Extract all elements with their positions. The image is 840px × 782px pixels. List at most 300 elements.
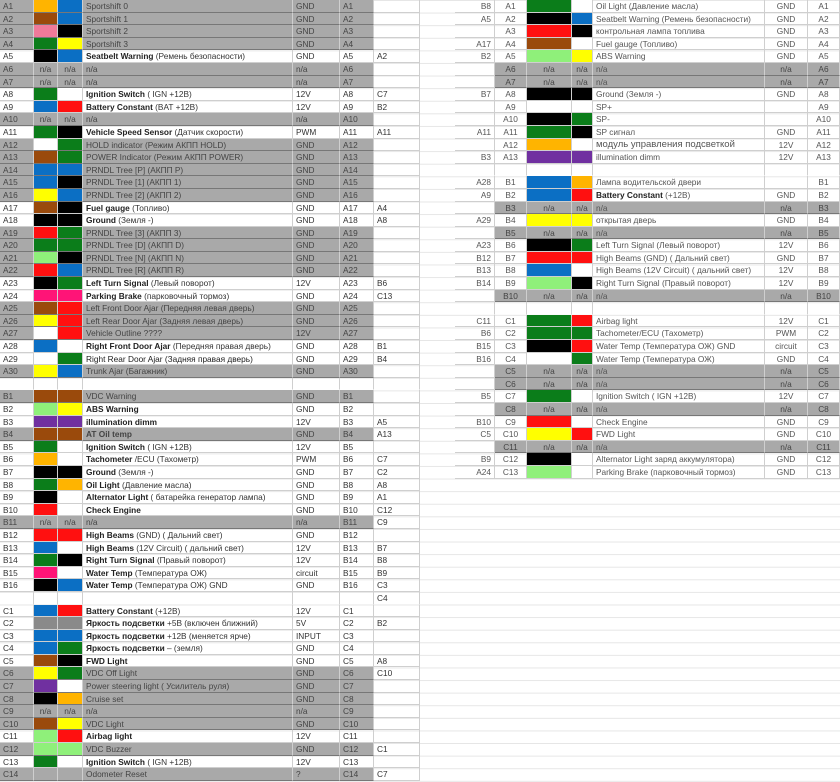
wire-color-2 bbox=[58, 50, 83, 63]
wire-color-1 bbox=[34, 453, 58, 466]
table-row bbox=[0, 126, 420, 139]
signal-type-cell: GND bbox=[765, 189, 808, 202]
pin-cell: A3 bbox=[0, 25, 34, 38]
function-cell bbox=[83, 239, 293, 252]
signal-type-cell: GND bbox=[293, 302, 340, 315]
function-note: (+12В) bbox=[155, 605, 181, 616]
signal-type-cell: GND bbox=[293, 315, 340, 328]
wire-color-2 bbox=[58, 730, 83, 743]
signal-type-cell: 12V bbox=[765, 315, 808, 328]
empty-cell bbox=[527, 164, 572, 177]
pin-cell: C9 bbox=[495, 416, 527, 429]
signal-type-cell: GND bbox=[293, 479, 340, 492]
function-name: контрольная лампа топлива bbox=[596, 26, 705, 37]
signal-type-cell: 12V bbox=[293, 605, 340, 618]
pin-cell: C8 bbox=[0, 693, 34, 706]
cross-ref-cell bbox=[374, 327, 420, 340]
function-note: (+12В) bbox=[665, 189, 691, 200]
signal-type-cell: GND bbox=[293, 466, 340, 479]
cross-ref-cell bbox=[455, 378, 495, 391]
empty-cell bbox=[808, 302, 840, 315]
function-name: n/a bbox=[596, 63, 608, 74]
signal-type-cell: ? bbox=[293, 768, 340, 781]
function-cell bbox=[593, 277, 765, 290]
function-name: n/a bbox=[596, 366, 608, 377]
wire-color-2 bbox=[572, 126, 593, 139]
signal-type-cell: GND bbox=[293, 252, 340, 265]
pin-ref-cell: A5 bbox=[340, 50, 374, 63]
function-name: Parking Brake bbox=[86, 290, 142, 301]
table-row bbox=[0, 567, 420, 580]
wire-color-1 bbox=[527, 416, 572, 429]
signal-type-cell: 12V bbox=[293, 416, 340, 429]
pin-ref-cell: A27 bbox=[340, 327, 374, 340]
cross-ref-cell: A8 bbox=[374, 655, 420, 668]
wire-color-2 bbox=[58, 693, 83, 706]
function-cell bbox=[83, 63, 293, 76]
cross-ref-cell: A4 bbox=[374, 202, 420, 215]
cross-ref-cell bbox=[455, 290, 495, 303]
table-row bbox=[0, 63, 420, 76]
cross-ref-cell bbox=[374, 139, 420, 152]
function-name: n/a bbox=[86, 706, 98, 717]
wire-color-1 bbox=[34, 718, 58, 731]
function-name: Battery Constant bbox=[86, 101, 153, 112]
wire-color-1 bbox=[34, 151, 58, 164]
pin-ref-cell: B10 bbox=[808, 290, 840, 303]
function-cell bbox=[83, 126, 293, 139]
table-row bbox=[0, 327, 420, 340]
function-name: Odometer Reset bbox=[86, 769, 147, 780]
pin-cell: C13 bbox=[495, 466, 527, 479]
table-row bbox=[0, 25, 420, 38]
cross-ref-cell: B3 bbox=[455, 151, 495, 164]
cross-ref-cell: B7 bbox=[455, 88, 495, 101]
function-name: n/a bbox=[86, 76, 98, 87]
function-cell bbox=[593, 227, 765, 240]
table-row bbox=[0, 176, 420, 189]
function-name: Water Temp bbox=[86, 567, 133, 578]
cross-ref-cell: A8 bbox=[374, 214, 420, 227]
function-cell bbox=[83, 189, 293, 202]
pin-ref-cell: A9 bbox=[340, 101, 374, 114]
signal-type-cell: GND bbox=[293, 50, 340, 63]
function-note: (12V Circuit) ( дальний свет) bbox=[136, 542, 244, 553]
signal-type-cell: PWM bbox=[293, 453, 340, 466]
pin-ref-cell: B8 bbox=[340, 479, 374, 492]
pin-ref-cell: A8 bbox=[340, 88, 374, 101]
function-cell bbox=[593, 189, 765, 202]
empty-cell bbox=[34, 592, 58, 605]
pin-cell: C14 bbox=[0, 768, 34, 781]
function-name: VDC Warning bbox=[86, 391, 137, 402]
wire-color-1 bbox=[527, 277, 572, 290]
signal-type-cell: 12V bbox=[293, 277, 340, 290]
cross-ref-cell: B15 bbox=[455, 340, 495, 353]
empty-cell bbox=[340, 592, 374, 605]
wire-color-1: n/a bbox=[527, 63, 572, 76]
empty-cell bbox=[572, 164, 593, 177]
table-row bbox=[0, 0, 420, 13]
wire-color-2 bbox=[58, 743, 83, 756]
wire-color-2 bbox=[58, 617, 83, 630]
function-cell bbox=[593, 264, 765, 277]
pin-ref-cell: A10 bbox=[340, 113, 374, 126]
pin-ref-cell: C8 bbox=[808, 403, 840, 416]
pin-ref-cell: A12 bbox=[808, 139, 840, 152]
table-row bbox=[455, 202, 840, 215]
table-row bbox=[455, 176, 840, 189]
wire-color-2: n/a bbox=[572, 365, 593, 378]
table-row bbox=[455, 252, 840, 265]
wire-color-2 bbox=[58, 554, 83, 567]
function-cell bbox=[83, 25, 293, 38]
function-cell bbox=[593, 453, 765, 466]
function-cell bbox=[593, 101, 765, 114]
table-row bbox=[0, 693, 420, 706]
cross-ref-cell bbox=[374, 730, 420, 743]
function-name: n/a bbox=[596, 76, 608, 87]
wire-color-1 bbox=[527, 214, 572, 227]
pin-ref-cell: B1 bbox=[340, 390, 374, 403]
table-row bbox=[0, 667, 420, 680]
cross-ref-cell bbox=[374, 164, 420, 177]
pin-cell: C10 bbox=[0, 718, 34, 731]
signal-type-cell: GND bbox=[293, 642, 340, 655]
wire-color-1 bbox=[34, 466, 58, 479]
pin-cell: A12 bbox=[495, 139, 527, 152]
function-name: VDC Off Light bbox=[86, 668, 138, 679]
pin-ref-cell: A13 bbox=[808, 151, 840, 164]
signal-type-cell: n/a bbox=[293, 705, 340, 718]
pin-ref-cell: B15 bbox=[340, 567, 374, 580]
pin-ref-cell: B9 bbox=[808, 277, 840, 290]
table-row bbox=[455, 38, 840, 51]
pin-ref-cell: B12 bbox=[340, 529, 374, 542]
cross-ref-cell bbox=[374, 0, 420, 13]
pin-ref-cell: A18 bbox=[340, 214, 374, 227]
pin-cell: C9 bbox=[0, 705, 34, 718]
table-row bbox=[455, 277, 840, 290]
signal-type-cell: n/a bbox=[765, 403, 808, 416]
signal-type-cell: GND bbox=[765, 0, 808, 13]
wire-color-2 bbox=[58, 13, 83, 26]
wire-color-2 bbox=[572, 113, 593, 126]
pin-ref-cell: C5 bbox=[808, 365, 840, 378]
wire-color-1 bbox=[34, 630, 58, 643]
pin-cell: A29 bbox=[0, 353, 34, 366]
pin-cell: C7 bbox=[495, 390, 527, 403]
wire-color-1 bbox=[34, 239, 58, 252]
cross-ref-cell bbox=[374, 390, 420, 403]
wire-color-1 bbox=[527, 466, 572, 479]
pin-cell: C6 bbox=[0, 667, 34, 680]
wire-color-1 bbox=[527, 25, 572, 38]
table-row bbox=[0, 479, 420, 492]
wire-color-2 bbox=[572, 189, 593, 202]
function-cell bbox=[83, 164, 293, 177]
spacer-row bbox=[0, 378, 420, 391]
function-cell bbox=[83, 655, 293, 668]
empty-cell bbox=[527, 302, 572, 315]
table-row bbox=[0, 516, 420, 529]
cross-ref-cell bbox=[374, 630, 420, 643]
wire-color-1 bbox=[34, 479, 58, 492]
function-note: (BAT +12В) bbox=[155, 101, 198, 112]
cross-ref-cell: A28 bbox=[455, 176, 495, 189]
cross-ref-cell: C5 bbox=[455, 428, 495, 441]
function-note: (Давление масла) bbox=[121, 479, 192, 490]
function-cell bbox=[83, 554, 293, 567]
table-row bbox=[0, 617, 420, 630]
function-cell bbox=[83, 693, 293, 706]
pin-ref-cell: A4 bbox=[340, 38, 374, 51]
cross-ref-cell: C7 bbox=[374, 453, 420, 466]
pin-ref-cell: B8 bbox=[808, 264, 840, 277]
pin-ref-cell: A12 bbox=[340, 139, 374, 152]
function-cell bbox=[593, 38, 765, 51]
cross-ref-cell bbox=[374, 680, 420, 693]
table-row bbox=[455, 353, 840, 366]
table-row bbox=[0, 605, 420, 618]
wire-color-1 bbox=[527, 353, 572, 366]
pin-ref-cell: B10 bbox=[340, 504, 374, 517]
pin-cell: B14 bbox=[0, 554, 34, 567]
function-cell bbox=[83, 756, 293, 769]
pin-ref-cell: A19 bbox=[340, 227, 374, 240]
function-name: PRNDL Tree [3] (АКПП 3) bbox=[86, 227, 182, 238]
wire-color-1: n/a bbox=[527, 403, 572, 416]
wire-color-1 bbox=[34, 416, 58, 429]
function-name: n/a bbox=[86, 114, 98, 125]
function-cell bbox=[593, 139, 765, 152]
wire-color-2 bbox=[58, 567, 83, 580]
pin-ref-cell: B7 bbox=[808, 252, 840, 265]
signal-type-cell: GND bbox=[765, 38, 808, 51]
wire-color-2 bbox=[58, 441, 83, 454]
function-note: (Температура ОЖ) bbox=[134, 567, 207, 578]
table-row bbox=[0, 277, 420, 290]
cross-ref-cell: A23 bbox=[455, 239, 495, 252]
pin-ref-cell: C14 bbox=[340, 768, 374, 781]
cross-ref-cell: B14 bbox=[455, 277, 495, 290]
pin-ref-cell: A5 bbox=[808, 50, 840, 63]
signal-type-cell: 12V bbox=[765, 264, 808, 277]
signal-type-cell: 12V bbox=[293, 441, 340, 454]
wire-color-1 bbox=[34, 277, 58, 290]
cross-ref-cell: C7 bbox=[374, 768, 420, 781]
table-row bbox=[455, 189, 840, 202]
signal-type-cell bbox=[765, 176, 808, 189]
cross-ref-cell: C13 bbox=[374, 290, 420, 303]
function-cell bbox=[593, 151, 765, 164]
wire-color-2 bbox=[58, 0, 83, 13]
table-row bbox=[0, 302, 420, 315]
wire-color-1 bbox=[34, 605, 58, 618]
function-cell bbox=[593, 315, 765, 328]
pin-cell: A27 bbox=[0, 327, 34, 340]
pin-cell: A9 bbox=[495, 101, 527, 114]
cross-ref-cell bbox=[455, 139, 495, 152]
wire-color-2 bbox=[58, 164, 83, 177]
pin-cell: C3 bbox=[495, 340, 527, 353]
wire-color-2 bbox=[58, 390, 83, 403]
function-name: Left Rear Door Ajar (Задняя левая дверь) bbox=[86, 315, 244, 326]
table-row bbox=[455, 113, 840, 126]
function-cell bbox=[593, 50, 765, 63]
wire-color-2 bbox=[58, 718, 83, 731]
wire-color-2 bbox=[572, 151, 593, 164]
wire-color-2 bbox=[58, 139, 83, 152]
wire-color-2 bbox=[58, 315, 83, 328]
empty-cell bbox=[495, 302, 527, 315]
pin-cell: B3 bbox=[0, 416, 34, 429]
pin-cell: A10 bbox=[495, 113, 527, 126]
empty-cell bbox=[58, 592, 83, 605]
pin-ref-cell: A14 bbox=[340, 164, 374, 177]
wire-color-1 bbox=[34, 504, 58, 517]
signal-type-cell: GND bbox=[293, 365, 340, 378]
wire-color-2 bbox=[58, 365, 83, 378]
function-cell bbox=[83, 113, 293, 126]
cross-ref-cell bbox=[455, 365, 495, 378]
wire-color-1 bbox=[527, 13, 572, 26]
pin-cell: B5 bbox=[0, 441, 34, 454]
cross-ref-cell: B10 bbox=[455, 416, 495, 429]
table-row bbox=[455, 340, 840, 353]
pin-ref-cell: C6 bbox=[808, 378, 840, 391]
table-row bbox=[0, 252, 420, 265]
wire-color-2 bbox=[58, 227, 83, 240]
signal-type-cell bbox=[765, 101, 808, 114]
pin-cell: B4 bbox=[495, 214, 527, 227]
function-note: (Датчик скорости) bbox=[174, 126, 244, 137]
function-cell bbox=[593, 403, 765, 416]
pin-ref-cell: A1 bbox=[808, 0, 840, 13]
wire-color-1 bbox=[34, 667, 58, 680]
wire-color-2 bbox=[58, 126, 83, 139]
pin-cell: A26 bbox=[0, 315, 34, 328]
table-row bbox=[455, 290, 840, 303]
pin-cell: C6 bbox=[495, 378, 527, 391]
pin-cell: A2 bbox=[0, 13, 34, 26]
pin-cell: A9 bbox=[0, 101, 34, 114]
function-cell bbox=[83, 605, 293, 618]
wire-color-1 bbox=[34, 365, 58, 378]
pin-cell: C12 bbox=[0, 743, 34, 756]
signal-type-cell: GND bbox=[293, 403, 340, 416]
pin-ref-cell: B4 bbox=[340, 428, 374, 441]
function-cell bbox=[593, 88, 765, 101]
function-note: /ECU (Тахометр) bbox=[134, 454, 199, 465]
pin-cell: B2 bbox=[495, 189, 527, 202]
cross-ref-cell: C11 bbox=[455, 315, 495, 328]
function-cell bbox=[83, 176, 293, 189]
function-name: Parking Brake (парковочный тормоз) bbox=[596, 466, 736, 477]
function-cell bbox=[83, 730, 293, 743]
signal-type-cell: GND bbox=[293, 353, 340, 366]
signal-type-cell: 12V bbox=[293, 327, 340, 340]
cross-ref-cell bbox=[374, 403, 420, 416]
function-name: Left Turn Signal bbox=[86, 278, 149, 289]
table-row bbox=[0, 680, 420, 693]
cross-ref-cell bbox=[374, 151, 420, 164]
cross-ref-cell: B1 bbox=[374, 340, 420, 353]
function-name: HOLD indicator (Режим АКПП HOLD) bbox=[86, 139, 227, 150]
pin-cell: A8 bbox=[0, 88, 34, 101]
wire-color-2 bbox=[58, 176, 83, 189]
function-name: Check Engine bbox=[86, 504, 141, 515]
wire-color-2 bbox=[58, 756, 83, 769]
table-row bbox=[455, 416, 840, 429]
function-name: Airbag light bbox=[596, 315, 638, 326]
pin-cell: B8 bbox=[0, 479, 34, 492]
function-name: открытая дверь bbox=[596, 215, 657, 226]
function-name: Cruise set bbox=[86, 693, 124, 704]
pin-cell: A3 bbox=[495, 25, 527, 38]
wire-color-2 bbox=[572, 88, 593, 101]
wire-color-2: n/a bbox=[572, 403, 593, 416]
pin-cell: A13 bbox=[495, 151, 527, 164]
function-note: ( IGN +12В) bbox=[147, 441, 192, 452]
wire-color-2 bbox=[572, 25, 593, 38]
cross-ref-cell: B7 bbox=[374, 542, 420, 555]
pin-cell: B6 bbox=[495, 239, 527, 252]
table-row bbox=[455, 315, 840, 328]
function-note: (Правый поворот) bbox=[156, 555, 226, 566]
spacer-row bbox=[0, 592, 420, 605]
table-row bbox=[455, 214, 840, 227]
table-row bbox=[0, 101, 420, 114]
pin-cell: C10 bbox=[495, 428, 527, 441]
pin-cell: C1 bbox=[0, 605, 34, 618]
function-cell bbox=[83, 202, 293, 215]
signal-type-cell: GND bbox=[293, 0, 340, 13]
empty-cell bbox=[455, 302, 495, 315]
empty-cell bbox=[495, 164, 527, 177]
pin-ref-cell: C6 bbox=[340, 667, 374, 680]
pin-cell: A10 bbox=[0, 113, 34, 126]
pin-cell: A7 bbox=[0, 76, 34, 89]
function-name: AT Oil temp bbox=[86, 429, 132, 440]
signal-type-cell: 12V bbox=[293, 88, 340, 101]
pin-ref-cell: B2 bbox=[808, 189, 840, 202]
function-cell bbox=[593, 353, 765, 366]
wire-color-2 bbox=[572, 453, 593, 466]
function-cell bbox=[593, 13, 765, 26]
pin-cell: B7 bbox=[495, 252, 527, 265]
wire-color-1 bbox=[34, 428, 58, 441]
function-note: +5В (включен ближний) bbox=[166, 618, 258, 629]
wire-color-2 bbox=[572, 340, 593, 353]
function-cell bbox=[593, 76, 765, 89]
wire-color-1: n/a bbox=[34, 63, 58, 76]
function-name: VDC Light bbox=[86, 718, 124, 729]
function-name: FWD Light bbox=[596, 429, 636, 440]
pin-cell: A8 bbox=[495, 88, 527, 101]
function-name: ABS Warning bbox=[86, 404, 139, 414]
wire-color-1 bbox=[34, 655, 58, 668]
cross-ref-cell: A13 bbox=[374, 428, 420, 441]
function-name: Left Turn Signal (Левый поворот) bbox=[596, 240, 721, 251]
wire-color-2 bbox=[572, 13, 593, 26]
function-note: (Левый поворот) bbox=[150, 278, 215, 289]
cross-ref-cell: A17 bbox=[455, 38, 495, 51]
cross-ref-cell: C9 bbox=[374, 516, 420, 529]
pin-ref-cell: A8 bbox=[808, 88, 840, 101]
wire-color-2: n/a bbox=[572, 378, 593, 391]
wire-color-2 bbox=[58, 290, 83, 303]
